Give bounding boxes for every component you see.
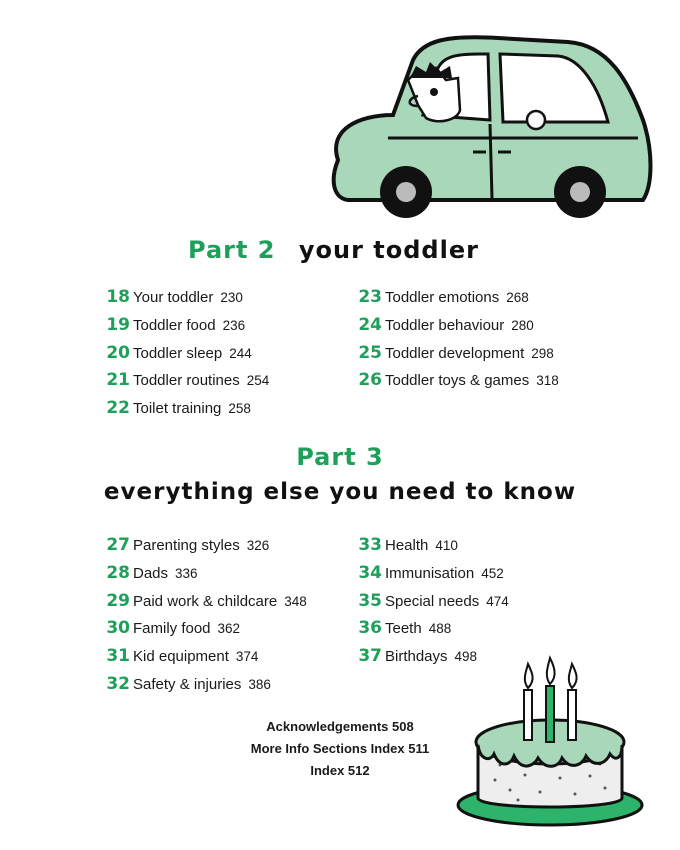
part2-title: your toddler [298,236,479,264]
chapter-title: Family food [133,620,211,638]
chapter-page: 244 [229,345,252,361]
chapter-number: 23 [358,287,382,307]
part2-label: Part 2 [188,236,276,264]
chapter-title: Dads [133,564,169,582]
chapter-page: 258 [228,401,251,417]
chapter-number: 31 [106,646,130,667]
toc-entry[interactable] [354,535,509,563]
chapter-title: Safety & injuries [133,675,242,693]
car-illustration [318,20,658,225]
chapter-title: Toilet training [133,400,222,418]
toc-entry[interactable] [354,343,559,371]
chapter-number: 33 [358,535,382,555]
chapter-title: Paid work & childcare [133,592,278,610]
back-matter [190,716,490,782]
chapter-number: 36 [358,618,382,639]
chapter-title: Parenting styles [133,537,240,554]
chapter-page: 474 [486,593,509,609]
chapter-title: Kid equipment [133,648,229,666]
toc-entry[interactable] [354,563,509,591]
chapter-title: Toddler development [385,344,525,362]
back-matter-item[interactable]: More Info Sections Index 511 [250,741,430,756]
toc-entry[interactable] [102,370,269,398]
chapter-page: 374 [235,649,259,665]
back-matter-item[interactable]: Index 512 [310,763,370,778]
chapter-page: 348 [284,593,307,609]
chapter-number: 37 [358,646,382,667]
toc-entry[interactable] [102,674,307,702]
chapter-title: Toddler sleep [133,344,223,362]
chapter-page: 230 [220,290,243,305]
toc-entry[interactable] [102,591,307,619]
chapter-number: 35 [358,590,382,611]
chapter-number: 20 [106,342,130,363]
toc-entry[interactable] [354,618,509,646]
chapter-title: Toddler behaviour [385,316,505,334]
toc-entry[interactable] [102,535,307,563]
chapter-title: Your toddler [133,289,214,306]
toc-entry[interactable] [354,315,559,343]
chapter-page: 254 [246,373,270,389]
chapter-page: 318 [536,373,559,389]
chapter-number: 21 [106,370,130,391]
toc-entry[interactable] [102,563,307,591]
toc-entry[interactable] [354,591,509,619]
chapter-page: 488 [428,621,452,637]
toc-entry[interactable] [102,398,269,426]
chapter-page: 298 [531,345,554,361]
toc-entry[interactable] [102,315,269,343]
chapter-title: Immunisation [385,564,475,582]
part2-heading [188,236,479,264]
chapter-number: 28 [106,562,130,583]
chapter-title: Teeth [385,620,422,638]
toc-entry[interactable] [102,618,307,646]
chapter-number: 34 [358,562,382,583]
birthday-cake-illustration [450,650,650,830]
chapter-title: Birthdays [385,648,448,666]
chapter-title: Toddler toys & games [385,372,530,390]
chapter-page: 236 [222,317,246,333]
toc-entry[interactable] [102,646,307,674]
toc-entry[interactable] [102,343,269,371]
chapter-number: 18 [106,287,130,307]
chapter-page: 326 [246,538,270,553]
chapter-number: 26 [358,370,382,391]
part3-title: everything else you need to know [103,479,577,505]
chapter-number: 25 [358,342,382,363]
chapter-page: 268 [506,290,529,305]
chapter-title: Toddler routines [133,372,240,390]
chapter-number: 30 [106,618,130,639]
chapter-number: 22 [106,398,130,419]
chapter-page: 386 [248,676,271,692]
chapter-page: 452 [481,565,504,581]
chapter-title: Special needs [385,592,480,610]
chapter-page: 498 [454,649,478,665]
chapter-page: 362 [217,621,241,637]
chapter-title: Toddler food [133,316,216,334]
part3-label: Part 3 [296,443,384,471]
chapter-number: 29 [106,590,130,611]
part2-right-list [354,287,559,398]
chapter-page: 336 [175,565,198,581]
chapter-number: 19 [106,314,130,335]
chapter-number: 24 [358,314,382,335]
chapter-title: Toddler emotions [385,289,500,306]
chapter-number: 32 [106,673,130,694]
chapter-page: 410 [435,538,458,553]
part3-left-list [102,535,307,702]
part2-left-list [102,287,269,426]
chapter-number: 27 [106,535,130,555]
toc-entry[interactable] [102,287,269,315]
chapter-title: Health [385,537,429,554]
back-matter-item[interactable]: Acknowledgements 508 [266,719,414,734]
toc-entry[interactable] [354,370,559,398]
toc-entry[interactable] [354,287,559,315]
chapter-page: 280 [511,317,534,333]
